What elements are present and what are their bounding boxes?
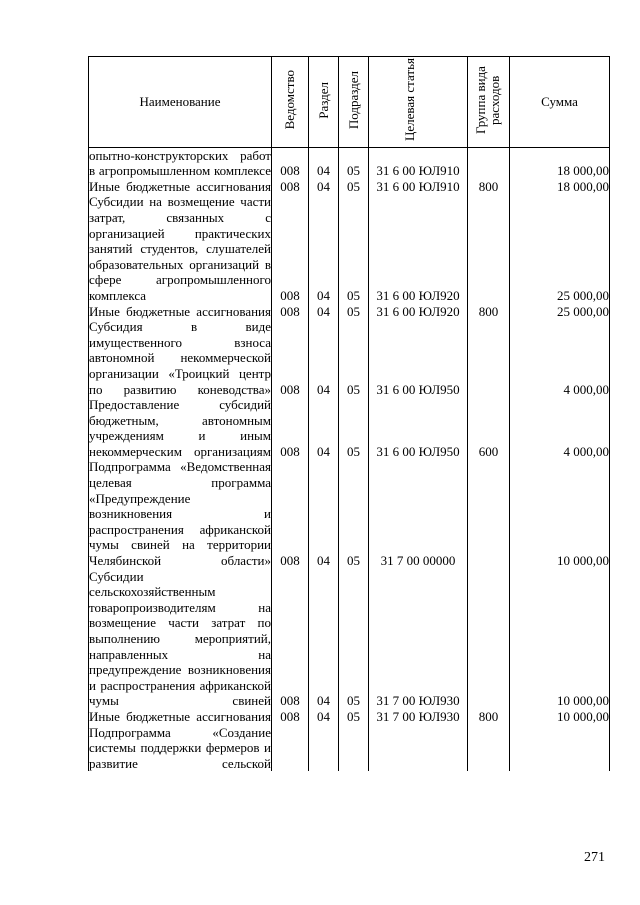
row-razdel: 04: [309, 179, 339, 195]
header-razdel: Раздел: [309, 57, 339, 148]
row-name: Подпрограмма «Создание системы поддержки фермеров и развитие сельской: [89, 724, 271, 771]
row-summa: 10 000,00: [510, 459, 610, 568]
row-podrazdel: 05: [339, 397, 369, 459]
row-vedomstvo: 008: [272, 147, 309, 179]
row-celevaya: 31 7 00 ЮЛ930: [369, 709, 468, 725]
row-podrazdel: 05: [339, 319, 369, 397]
row-name: Предоставление субсидий бюджетным, автономным учреждениям и иным некоммерческим организациям: [89, 397, 271, 459]
row-podrazdel: 05: [339, 459, 369, 568]
row-podrazdel: [339, 725, 369, 772]
row-vedomstvo: [272, 725, 309, 772]
row-vedomstvo: 008: [272, 397, 309, 459]
row-razdel: 04: [309, 304, 339, 320]
header-podrazdel: Подраздел: [339, 57, 369, 148]
row-name: Иные бюджетные ассигнования: [89, 708, 271, 724]
row-podrazdel: 05: [339, 709, 369, 725]
table-row: [89, 179, 610, 195]
row-razdel: 04: [309, 319, 339, 397]
row-vedomstvo: 008: [272, 459, 309, 568]
row-gruppa: 800: [468, 709, 510, 725]
row-razdel: 04: [309, 569, 339, 709]
row-gruppa: [468, 147, 510, 179]
table-row: [89, 147, 610, 179]
row-celevaya: 31 7 00 00000: [369, 459, 468, 568]
row-summa: 10 000,00: [510, 569, 610, 709]
row-summa: 18 000,00: [510, 147, 610, 179]
table-row: [89, 725, 610, 772]
row-summa: 4 000,00: [510, 319, 610, 397]
row-celevaya: 31 6 00 ЮЛ920: [369, 304, 468, 320]
row-name: Иные бюджетные ассигнования: [89, 303, 271, 319]
row-razdel: 04: [309, 194, 339, 303]
header-vedomstvo: Ведомство: [272, 57, 309, 148]
row-vedomstvo: 008: [272, 709, 309, 725]
row-name: Субсидии сельскохозяйственным товаропроизводителям на возмещение части затрат по выполнению мероприятий, направленных на предупреждение возникновения и распространения африканской чумы свиней: [89, 568, 271, 709]
row-vedomstvo: 008: [272, 319, 309, 397]
page-number: 271: [584, 850, 605, 865]
row-name: Подпрограмма «Ведомственная целевая программа «Предупреждение возникновения и распространения африканской чумы свиней на территории Челябинской области»: [89, 459, 271, 569]
table-header-row: [89, 57, 610, 148]
row-gruppa: 800: [468, 304, 510, 320]
row-celevaya: 31 6 00 ЮЛ910: [369, 147, 468, 179]
table-row: [89, 569, 610, 709]
row-gruppa: 600: [468, 397, 510, 459]
row-razdel: 04: [309, 397, 339, 459]
row-razdel: 04: [309, 709, 339, 725]
row-gruppa: [468, 459, 510, 568]
header-celevaya: Целевая статья: [369, 57, 468, 148]
budget-table: [88, 56, 610, 771]
row-celevaya: 31 6 00 ЮЛ950: [369, 397, 468, 459]
row-name: Субсидии на возмещение части затрат, связанных с организацией практических занятий студентов, слушателей образовательных организаций в сфере агропромышленного комплекса: [89, 194, 271, 303]
row-celevaya: 31 6 00 ЮЛ910: [369, 179, 468, 195]
header-summa: Сумма: [510, 57, 610, 148]
row-razdel: [309, 725, 339, 772]
row-podrazdel: 05: [339, 147, 369, 179]
row-name: Субсидия в виде имущественного взноса автономной некоммерческой организации «Троицкий центр по развитию коневодства»: [89, 319, 271, 397]
row-summa: 25 000,00: [510, 304, 610, 320]
row-summa: 4 000,00: [510, 397, 610, 459]
row-vedomstvo: 008: [272, 304, 309, 320]
row-celevaya: 31 7 00 ЮЛ930: [369, 569, 468, 709]
row-vedomstvo: 008: [272, 179, 309, 195]
row-summa: 25 000,00: [510, 194, 610, 303]
row-summa: 10 000,00: [510, 709, 610, 725]
row-vedomstvo: 008: [272, 194, 309, 303]
row-razdel: 04: [309, 459, 339, 568]
row-podrazdel: 05: [339, 179, 369, 195]
row-podrazdel: 05: [339, 194, 369, 303]
row-gruppa: [468, 725, 510, 772]
table-row: [89, 709, 610, 725]
row-celevaya: 31 6 00 ЮЛ920: [369, 194, 468, 303]
row-name: опытно-конструкторских работ в агропромышленном комплексе: [89, 147, 271, 179]
row-celevaya: [369, 725, 468, 772]
row-gruppa: 800: [468, 179, 510, 195]
row-gruppa: [468, 319, 510, 397]
row-gruppa: [468, 194, 510, 303]
row-summa: [510, 725, 610, 772]
row-name: Иные бюджетные ассигнования: [89, 178, 271, 194]
row-podrazdel: 05: [339, 569, 369, 709]
row-podrazdel: 05: [339, 304, 369, 320]
header-gruppa: Группа вида расходов: [468, 57, 510, 148]
table-row: [89, 304, 610, 320]
row-vedomstvo: 008: [272, 569, 309, 709]
row-celevaya: 31 6 00 ЮЛ950: [369, 319, 468, 397]
row-summa: 18 000,00: [510, 179, 610, 195]
table-row: [89, 397, 610, 459]
header-name: Наименование: [89, 57, 272, 148]
table-row: [89, 459, 610, 568]
table-row: [89, 319, 610, 397]
row-gruppa: [468, 569, 510, 709]
row-razdel: 04: [309, 147, 339, 179]
table-row: [89, 194, 610, 303]
